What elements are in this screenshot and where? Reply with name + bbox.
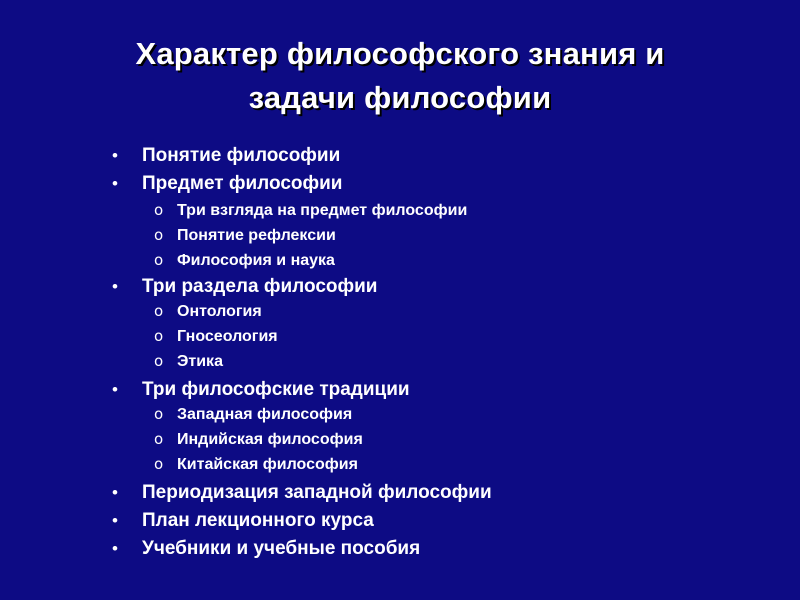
slide-title-line-2: задачи философии (248, 80, 552, 115)
bullet-icon: • (112, 174, 118, 193)
sub-list-item-text: Понятие рефлексии (177, 227, 336, 244)
sub-list-item-text: Онтология (177, 303, 262, 320)
sub-list-item-text: Китайская философия (177, 456, 358, 473)
sub-list-item-text: Гносеология (177, 328, 278, 345)
sub-list-item (154, 352, 223, 372)
bullet-icon: • (112, 277, 118, 296)
list-item-text: Периодизация западной философии (142, 482, 492, 503)
list-item (112, 173, 343, 195)
bullet-icon: • (112, 511, 118, 530)
list-item (112, 510, 374, 532)
sub-bullet-icon: o (154, 430, 164, 448)
sub-list-item (154, 302, 262, 322)
sub-list-item (154, 251, 335, 271)
bullet-icon: • (112, 539, 118, 558)
list-item (112, 276, 378, 298)
sub-list-item (154, 430, 363, 450)
sub-bullet-icon: o (154, 226, 164, 244)
slide-title-line-1: Характер философского знания и (135, 36, 665, 71)
list-item-text: Учебники и учебные пособия (142, 538, 421, 559)
list-item (112, 379, 410, 401)
sub-list-item-text: Философия и наука (177, 252, 335, 269)
sub-list-item (154, 405, 353, 425)
sub-list-item-text: Индийская философия (177, 431, 363, 448)
sub-bullet-icon: o (154, 455, 164, 473)
sub-list-item-text: Этика (177, 353, 223, 370)
sub-bullet-icon: o (154, 327, 164, 345)
sub-list-item (154, 201, 468, 221)
sub-bullet-icon: o (154, 302, 164, 320)
list-item (112, 145, 341, 167)
sub-bullet-icon: o (154, 405, 164, 423)
list-item-text: Три философские традиции (142, 379, 410, 400)
sub-bullet-icon: o (154, 201, 164, 219)
list-item-text: Понятие философии (142, 145, 341, 166)
list-item-text: Три раздела философии (142, 276, 378, 297)
list-item-text: План лекционного курса (142, 510, 374, 531)
list-item (112, 538, 421, 560)
sub-bullet-icon: o (154, 352, 164, 370)
sub-list-item (154, 226, 336, 246)
bullet-icon: • (112, 483, 118, 502)
bullet-icon: • (112, 146, 118, 165)
sub-list-item (154, 455, 358, 475)
sub-bullet-icon: o (154, 251, 164, 269)
bullet-icon: • (112, 380, 118, 399)
sub-list-item-text: Три взгляда на предмет философии (177, 202, 468, 219)
sub-list-item-text: Западная философия (177, 406, 353, 423)
list-item-text: Предмет философии (142, 173, 343, 194)
list-item (112, 482, 492, 504)
sub-list-item (154, 327, 278, 347)
